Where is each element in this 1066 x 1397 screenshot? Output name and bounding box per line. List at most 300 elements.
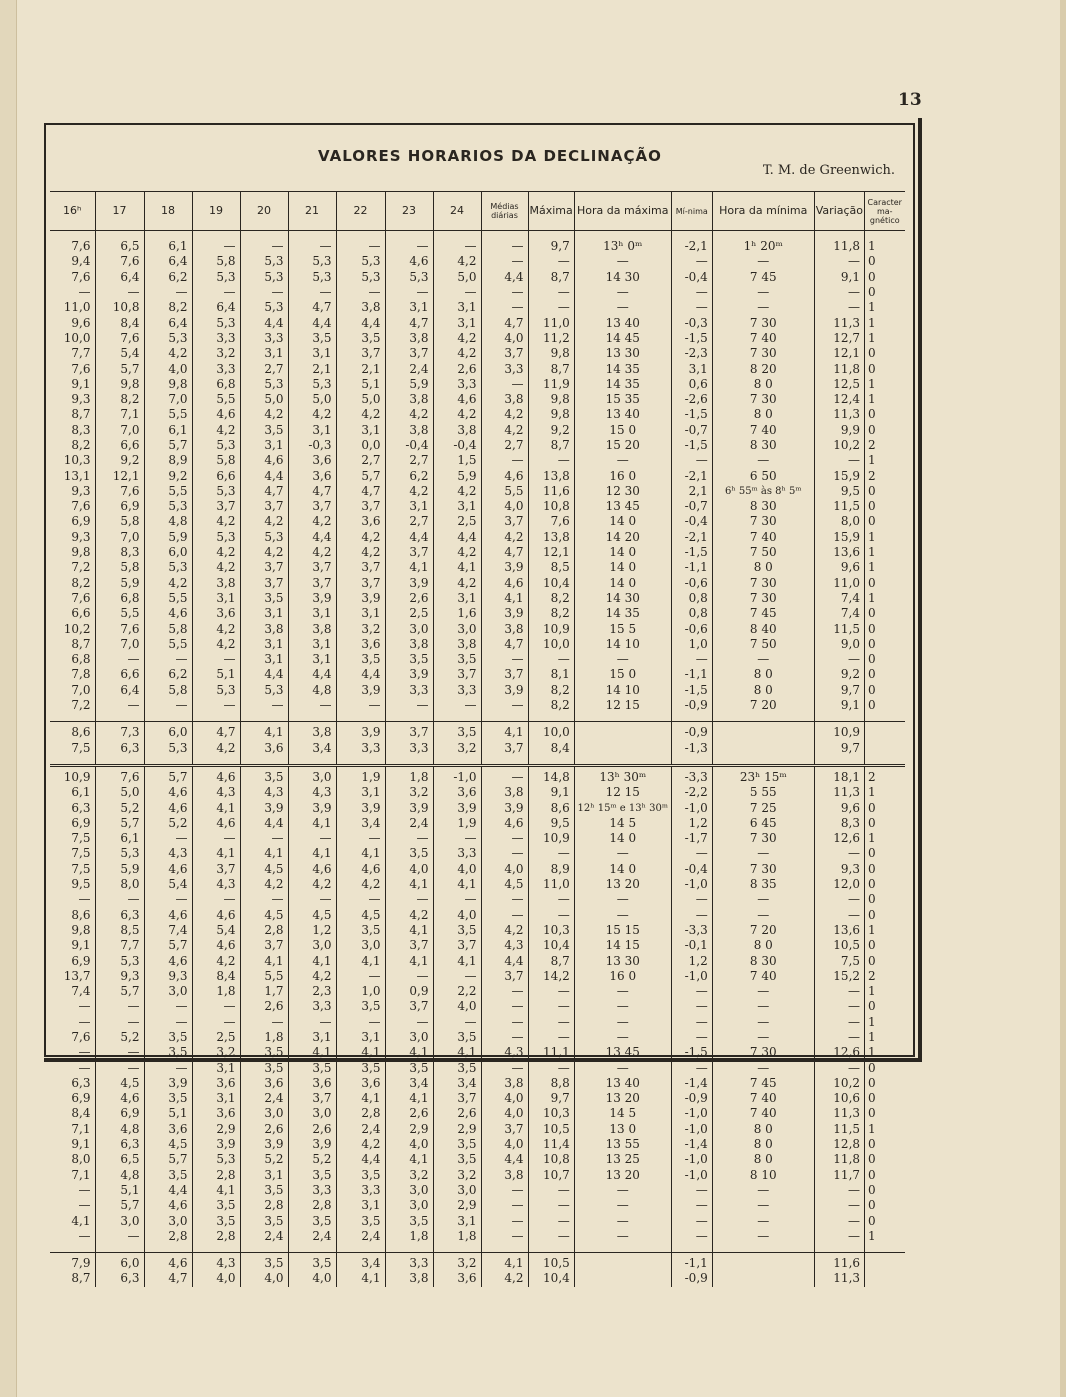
table-cell: 13 30 [574,346,671,361]
table-cell: — [814,907,864,922]
table-cell: 4,0 [481,1106,528,1121]
table-cell: 5,3 [192,1152,240,1167]
table-cell: 14 0 [574,576,671,591]
table-cell: 3,0 [288,770,336,785]
table-cell: 6,3 [50,800,95,815]
table-cell: 1,2 [671,816,712,831]
table-cell: 15 35 [574,392,671,407]
table-cell: 4,4 [288,667,336,682]
table-cell: 5,4 [192,923,240,938]
table-cell: — [336,969,385,984]
table-cell: 6,9 [95,1106,144,1121]
table-cell: — [528,1183,574,1198]
table-cell: 4,6 [95,1091,144,1106]
table-cell: 3,3 [433,377,481,392]
table-cell: 1 [868,984,876,999]
spacer-cell [192,231,240,240]
table-cell: 1,6 [433,606,481,621]
table-cell: 3,7 [481,969,528,984]
table-cell: 1,9 [433,816,481,831]
table-cell: 5,5 [481,484,528,499]
table-cell: 0 [868,422,876,437]
table-cell: 10,8 [528,499,574,514]
table-cell: 3,5 [385,1213,433,1228]
table-cell: 0 [868,1060,876,1075]
spacer-cell [671,756,712,766]
table-cell: — [192,892,240,907]
table-row [50,816,905,831]
table-cell: 5,3 [336,270,385,285]
table-cell: 8,9 [144,453,192,468]
table-cell: 4,4 [433,530,481,545]
table-cell: 4,1 [336,1091,385,1106]
spacer-cell [433,1244,481,1253]
table-cell: 12,1 [528,545,574,560]
table-cell: 4,4 [385,530,433,545]
spacer-cell [671,231,712,240]
table-cell: 3,3 [192,331,240,346]
table-cell: 5,2 [288,1152,336,1167]
table-cell: 4,2 [433,331,481,346]
table-cell: — [712,999,814,1014]
table-cell: 8,4 [528,741,574,756]
table-cell: 0 [868,621,876,636]
table-cell: 5,2 [144,816,192,831]
table-cell: 3,6 [288,1076,336,1091]
table-cell: 11,6 [528,484,574,499]
table-cell: 3,5 [288,1213,336,1228]
table-cell: 10,2 [814,1076,864,1091]
table-cell: 4,2 [385,407,433,422]
spacer-cell [144,756,192,766]
table-cell: 3,5 [240,1060,288,1075]
spacer-cell [574,231,671,240]
page-right-edge [1060,0,1066,1397]
table-cell: 8 0 [712,1122,814,1137]
table-cell: 0,9 [385,984,433,999]
table-cell: 3,5 [336,1213,385,1228]
table-cell: 0 [868,1152,876,1167]
table-cell: 3,1 [192,591,240,606]
table-cell: 5,7 [144,438,192,453]
table-cell: 3,7 [240,576,288,591]
column-header: Médias diárias [481,192,528,231]
table-cell: 4,0 [385,862,433,877]
table-cell: 4,4 [240,816,288,831]
table-cell: 6,6 [95,667,144,682]
table-cell: 3,8 [240,621,288,636]
table-cell: 12,1 [95,468,144,483]
table-cell: 10,9 [528,831,574,846]
table-cell: 3,0 [240,1106,288,1121]
table-cell: 3,7 [192,499,240,514]
table-row [50,1229,905,1244]
table-cell: 10,9 [50,770,95,785]
table-cell: 6 50 [712,468,814,483]
table-cell: 3,1 [433,499,481,514]
table-cell: 3,8 [288,621,336,636]
table-cell: — [433,1015,481,1030]
table-cell: 10,0 [528,637,574,652]
table-cell: 5,1 [144,1106,192,1121]
table-cell: 3,7 [481,667,528,682]
table-cell: 6,4 [95,683,144,698]
table-cell: 9,8 [528,392,574,407]
table-cell: -1,5 [671,331,712,346]
table-cell: 4,6 [481,576,528,591]
table-cell: 4,2 [288,514,336,529]
table-cell: 8,6 [528,800,574,815]
table-cell: 11,3 [814,785,864,800]
table-cell: 8 0 [712,683,814,698]
table-row [50,392,905,407]
table-cell: 3,6 [192,1106,240,1121]
table-cell: -1,0 [671,800,712,815]
table-cell: 1 [868,376,876,391]
table-cell: -0,9 [671,1271,712,1286]
table-cell: 4,2 [481,423,528,438]
table-cell: 4,4 [288,530,336,545]
table-cell: 11,5 [814,621,864,636]
table-cell: 2,4 [385,361,433,376]
table-cell: -1,4 [671,1076,712,1091]
table-cell: 8,7 [528,438,574,453]
table-cell: 12 15 [574,698,671,713]
table-cell: -1,5 [671,545,712,560]
table-cell: 1,2 [288,923,336,938]
column-header: 19 [192,192,240,231]
table-cell: — [814,1198,864,1213]
table-cell: -3,3 [671,923,712,938]
table-cell: 9,7 [528,239,574,254]
table-cell: 9,5 [528,816,574,831]
table-cell: 11,1 [528,1045,574,1060]
table-cell: 0 [868,1091,876,1106]
table-cell: 6ʰ 55ᵐ às 8ʰ 5ᵐ [712,484,814,499]
table-cell: 4,2 [336,877,385,892]
table-cell: — [433,239,481,254]
table-cell: 3,9 [288,800,336,815]
table-cell: 9,8 [95,377,144,392]
table-cell: 7,4 [50,984,95,999]
table-cell: 3,7 [288,499,336,514]
table-cell: 6,4 [95,270,144,285]
table-cell: 2,6 [385,1106,433,1121]
table-cell: 4,1 [433,877,481,892]
table-cell: 3,8 [385,637,433,652]
table-cell: 6,6 [95,438,144,453]
table-cell: 0 [868,269,876,284]
table-cell: 3,5 [433,1152,481,1167]
table-cell: 3,7 [433,938,481,953]
table-cell: — [528,1030,574,1045]
column-header: 16ʰ [50,192,95,231]
table-cell: 7,3 [95,725,144,740]
table-cell: 8,2 [528,606,574,621]
table-cell: 8,4 [95,315,144,330]
table-cell: — [433,969,481,984]
table-cell: 0 [868,1167,876,1182]
column-header: Máxima [528,192,574,231]
table-cell: 3,5 [240,770,288,785]
table-cell: 12 15 [574,785,671,800]
table-cell: 3,5 [336,923,385,938]
table-cell: 13 20 [574,1168,671,1183]
table-row [50,846,905,861]
table-cell: 11,3 [814,407,864,422]
table-cell: 4,1 [385,953,433,968]
table-cell: 2,4 [240,1229,288,1244]
table-cell: 4,1 [288,846,336,861]
table-cell: — [671,1030,712,1045]
table-cell: — [336,698,385,713]
table-cell: 4,2 [433,407,481,422]
table-cell: 4,7 [240,484,288,499]
table-cell: 4,3 [288,785,336,800]
table-cell: — [192,831,240,846]
table-cell: -1,1 [671,667,712,682]
table-cell: 7 40 [712,423,814,438]
table-cell: 7,6 [95,770,144,785]
table-cell: — [528,300,574,315]
column-header: Hora da máxima [574,192,671,231]
table-row [50,785,905,800]
table-cell: — [95,652,144,667]
spacer-cell [574,1244,671,1253]
table-cell: 3,0 [95,1213,144,1228]
table-cell: 3,6 [288,453,336,468]
table-cell: 4,1 [336,1271,385,1286]
table-cell: 6,4 [144,254,192,269]
table-cell: 6,1 [144,423,192,438]
table-row [50,285,905,300]
table-cell: — [481,892,528,907]
table-row [50,560,905,575]
table-cell: -0,7 [671,499,712,514]
table-cell: 12,8 [814,1137,864,1152]
table-row [50,254,905,269]
table-cell: — [481,1030,528,1045]
table-cell: 2 [868,438,876,452]
table-cell: 6,0 [144,545,192,560]
table-cell: — [95,1015,144,1030]
table-cell: 4,1 [336,1045,385,1060]
table-cell: 14 10 [574,637,671,652]
spacer-cell [865,231,905,240]
table-cell: 5,3 [192,484,240,499]
table-cell: 9,2 [528,423,574,438]
table-cell: 4,2 [240,545,288,560]
table-cell: 3,9 [288,1137,336,1152]
title-row [46,147,917,178]
table-cell: 4,4 [240,667,288,682]
table-cell: -1,5 [671,683,712,698]
column-header: 23 [385,192,433,231]
table-cell: 7 30 [712,862,814,877]
table-cell: 3,2 [192,346,240,361]
table-cell: 4,2 [288,545,336,560]
table-cell: 8 30 [712,499,814,514]
table-cell: 0 [868,682,876,697]
table-cell: — [95,1229,144,1244]
table-row [50,1045,905,1060]
table-cell: — [814,285,864,300]
table-cell: — [144,1015,192,1030]
table-cell: 4,2 [336,1137,385,1152]
table-cell: 11,0 [50,300,95,315]
spacer-cell [481,713,528,722]
table-cell: 0 [868,499,876,514]
table-cell: 3,1 [433,1213,481,1228]
table-cell: 0 [868,1213,876,1228]
table-row [50,331,905,346]
header-row [50,192,905,231]
table-cell: 3,1 [336,423,385,438]
table-cell: -1,7 [671,831,712,846]
table-cell: — [481,999,528,1014]
table-cell: 3,5 [192,1213,240,1228]
table-cell: 8 0 [712,938,814,953]
table-cell: 1,0 [336,984,385,999]
table-cell: 3,9 [481,683,528,698]
table-cell: 1 [868,785,876,800]
table-cell: 2,5 [433,514,481,529]
table-cell: 8,8 [528,1076,574,1091]
table-cell: -1,1 [671,1256,712,1271]
spacer-cell [712,713,814,722]
table-cell: 11,6 [814,1256,864,1271]
spacer-cell [95,231,144,240]
table-cell: — [50,1060,95,1075]
table-cell: 12,1 [814,346,864,361]
table-row [50,361,905,376]
table-cell: 3,5 [288,1060,336,1075]
table-cell: 14 15 [574,938,671,953]
table-cell: 3,7 [481,346,528,361]
table-cell: 4,0 [144,361,192,376]
table-cell: 5,3 [144,560,192,575]
table-cell: 4,2 [288,969,336,984]
table-cell: 1,8 [385,1229,433,1244]
table-cell: 7,5 [50,831,95,846]
table-cell [574,741,671,756]
table-cell: — [671,892,712,907]
table-cell: 4,2 [240,407,288,422]
spacer-cell [288,231,336,240]
table-cell: -1,3 [671,741,712,756]
table-cell: 3,9 [385,800,433,815]
table-cell: -1,5 [671,407,712,422]
table-cell: 0 [868,636,876,651]
table-cell: 15 20 [574,438,671,453]
table-cell: 3,9 [336,725,385,740]
table-cell: 7 20 [712,923,814,938]
table-cell: 4,6 [144,785,192,800]
table-cell: 6,3 [95,1137,144,1152]
table-cell: — [336,285,385,300]
table-cell: 13ʰ 0ᵐ [574,239,671,254]
table-cell: 2 [868,468,876,483]
table-cell: 4,4 [288,315,336,330]
table-cell: 9,5 [814,484,864,499]
table-cell: — [712,1213,814,1228]
table-cell: 4,0 [385,1137,433,1152]
spacer-cell [481,1244,528,1253]
table-cell: 5,2 [95,800,144,815]
table-row [50,407,905,422]
table-cell: — [814,254,864,269]
table-cell: 0,0 [336,438,385,453]
table-cell: 4,1 [288,1045,336,1060]
table-cell: 11,3 [814,1271,864,1286]
table-cell: 3,7 [385,545,433,560]
table-cell: 7,5 [50,741,95,756]
table-cell: — [574,999,671,1014]
table-cell: — [574,1183,671,1198]
table-cell: 5,0 [433,270,481,285]
spacer-cell [712,756,814,766]
table-cell: 3,3 [481,361,528,376]
table-cell: 8 10 [712,1168,814,1183]
table-row [50,1213,905,1228]
table-cell: 3,1 [671,361,712,376]
table-cell: 6,3 [95,907,144,922]
spacer-cell [814,756,864,766]
table-cell: 11,9 [528,377,574,392]
table-cell: — [671,1060,712,1075]
spacer-cell [433,713,481,722]
table-cell: 7 40 [712,331,814,346]
summary-row [50,741,905,756]
table-row [50,877,905,892]
table-cell: 8,4 [50,1106,95,1121]
table-cell: 7,8 [50,667,95,682]
table-cell: 1 [868,453,876,468]
table-cell: 1 [868,315,876,330]
table-cell: — [671,999,712,1014]
table-cell: 15 0 [574,667,671,682]
table-cell: 3,1 [288,1030,336,1045]
table-cell: -2,3 [671,346,712,361]
spacer-cell [481,231,528,240]
table-cell: 3,5 [336,1168,385,1183]
table-cell: 3,7 [336,560,385,575]
table-cell: 2,4 [336,1229,385,1244]
table-cell: 4,7 [144,1271,192,1286]
table-cell: 5,8 [95,514,144,529]
table-cell: — [814,1015,864,1030]
table-cell: 9,6 [814,560,864,575]
spacer-cell [336,231,385,240]
table-cell: 4,1 [288,816,336,831]
table-cell: — [712,285,814,300]
table-row [50,606,905,621]
table-cell: 14 30 [574,270,671,285]
spacer-cell [574,713,671,722]
table-cell: 9,3 [50,484,95,499]
table-cell: 4,3 [192,877,240,892]
table-cell: — [481,1060,528,1075]
table-cell: 2,9 [192,1122,240,1137]
table-cell: 3,9 [240,1137,288,1152]
table-cell: 5,8 [144,683,192,698]
table-cell: 0 [868,846,876,861]
table-cell: — [95,1060,144,1075]
table-cell: 13 40 [574,407,671,422]
table-cell: 0 [868,1106,876,1121]
table-cell: — [814,1030,864,1045]
table-body [50,231,905,1287]
